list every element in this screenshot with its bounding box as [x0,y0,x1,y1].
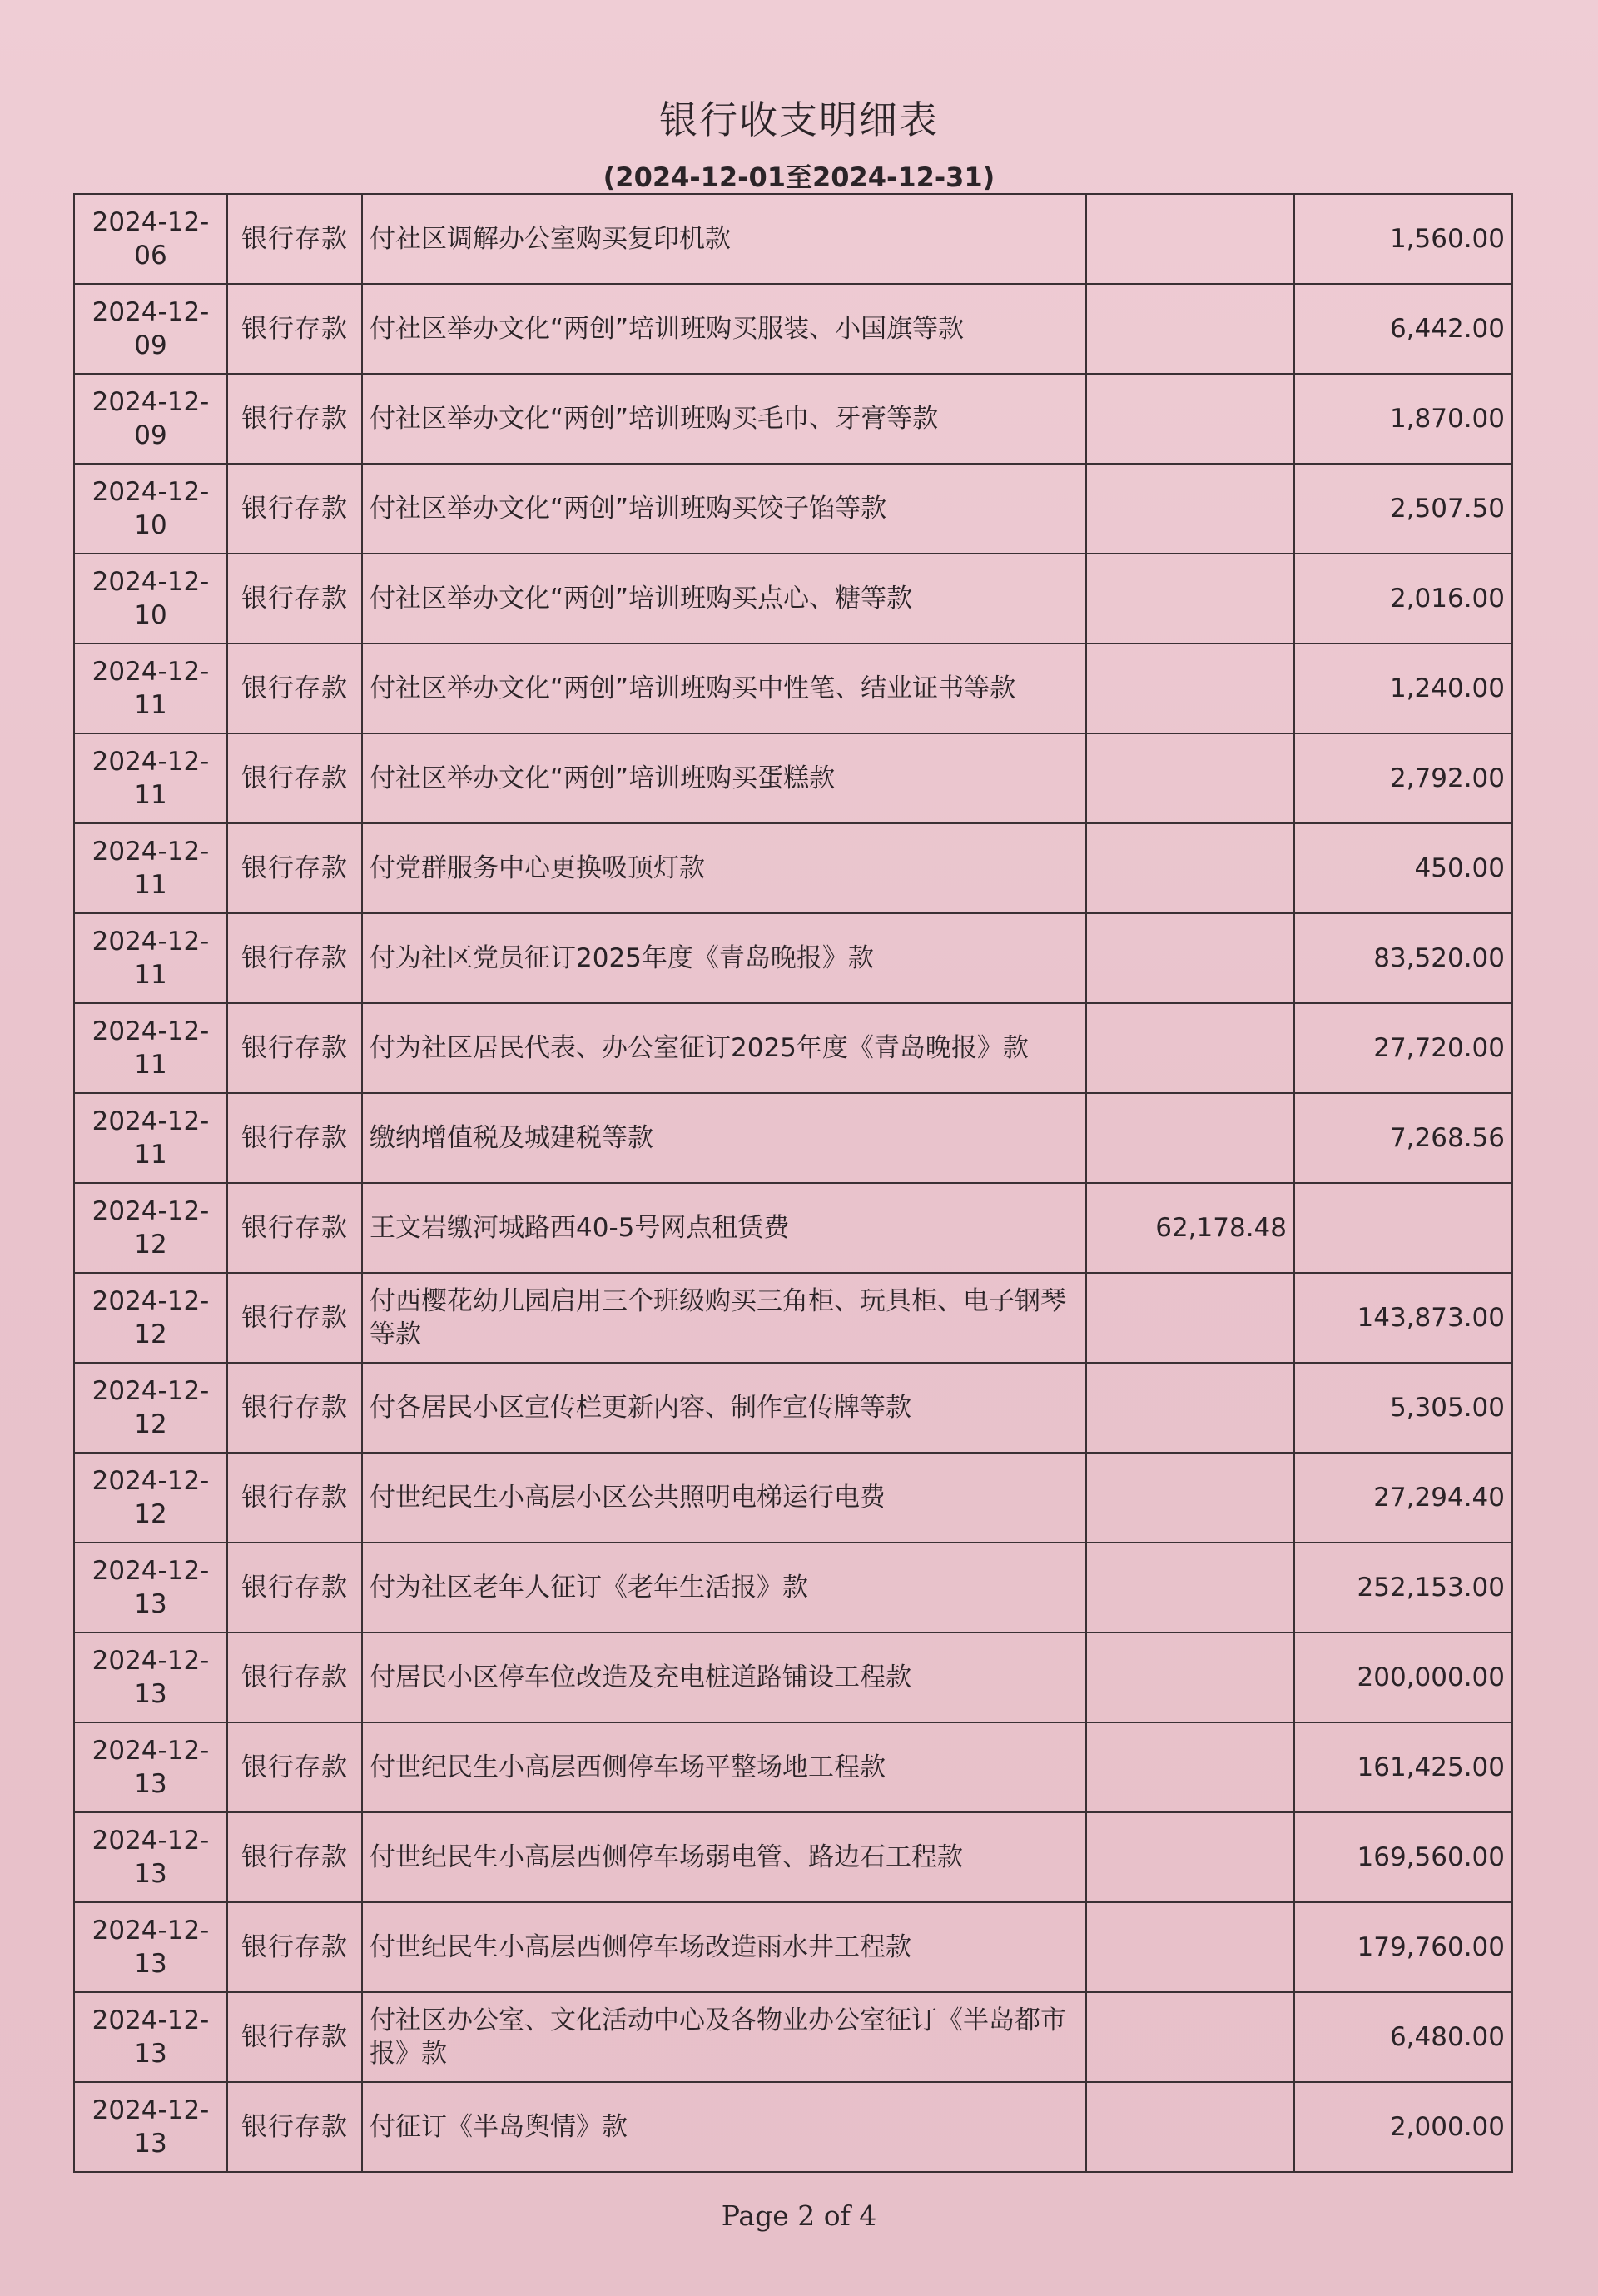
account-cell: 银行存款 [227,1722,362,1812]
income-cell [1086,194,1294,284]
account-cell: 银行存款 [227,913,362,1003]
table-row [74,1992,1512,2082]
table-row [74,464,1512,554]
date-cell: 2024-12-11 [74,913,227,1003]
expense-cell: 179,760.00 [1294,1902,1512,1992]
income-cell [1086,1543,1294,1633]
date-cell: 2024-12-11 [74,644,227,733]
account-cell: 银行存款 [227,1363,362,1453]
date-cell: 2024-12-13 [74,1992,227,2082]
description-cell: 付社区举办文化“两创”培训班购买饺子馅等款 [362,464,1086,554]
account-cell: 银行存款 [227,1812,362,1902]
description-cell: 付世纪民生小高层西侧停车场平整场地工程款 [362,1722,1086,1812]
description-cell: 付居民小区停车位改造及充电桩道路铺设工程款 [362,1633,1086,1722]
account-cell: 银行存款 [227,1543,362,1633]
account-cell: 银行存款 [227,733,362,823]
description-cell: 付世纪民生小高层西侧停车场改造雨水井工程款 [362,1902,1086,1992]
date-cell: 2024-12-11 [74,823,227,913]
expense-cell [1294,1183,1512,1273]
table-row [74,1812,1512,1902]
table-row [74,823,1512,913]
income-cell [1086,733,1294,823]
date-cell: 2024-12-12 [74,1183,227,1273]
income-cell [1086,644,1294,733]
account-cell: 银行存款 [227,194,362,284]
account-cell: 银行存款 [227,2082,362,2172]
expense-cell: 27,720.00 [1294,1003,1512,1093]
description-cell: 付社区举办文化“两创”培训班购买点心、糖等款 [362,554,1086,644]
income-cell [1086,1722,1294,1812]
income-cell [1086,1003,1294,1093]
date-cell: 2024-12-10 [74,464,227,554]
income-cell [1086,913,1294,1003]
report-period: (2024-12-01至2024-12-31) [603,162,995,193]
expense-cell: 169,560.00 [1294,1812,1512,1902]
account-cell: 银行存款 [227,284,362,374]
date-cell: 2024-12-13 [74,1902,227,1992]
income-cell [1086,1812,1294,1902]
description-cell: 付为社区老年人征订《老年生活报》款 [362,1543,1086,1633]
description-cell: 付社区举办文化“两创”培训班购买毛巾、牙膏等款 [362,374,1086,464]
description-cell: 付世纪民生小高层西侧停车场弱电管、路边石工程款 [362,1812,1086,1902]
ledger-table [73,193,1513,2173]
date-cell: 2024-12-09 [74,374,227,464]
income-cell [1086,1363,1294,1453]
date-cell: 2024-12-13 [74,2082,227,2172]
account-cell: 银行存款 [227,464,362,554]
account-cell: 银行存款 [227,1273,362,1363]
income-cell [1086,554,1294,644]
table-row [74,1273,1512,1363]
table-row [74,2082,1512,2172]
expense-cell: 143,873.00 [1294,1273,1512,1363]
income-cell [1086,1273,1294,1363]
description-cell: 付社区办公室、文化活动中心及各物业办公室征订《半岛都市报》款 [362,1992,1086,2082]
date-cell: 2024-12-10 [74,554,227,644]
description-cell: 付世纪民生小高层小区公共照明电梯运行电费 [362,1453,1086,1543]
expense-cell: 6,442.00 [1294,284,1512,374]
account-cell: 银行存款 [227,1093,362,1183]
expense-cell: 27,294.40 [1294,1453,1512,1543]
account-cell: 银行存款 [227,1003,362,1093]
expense-cell: 1,240.00 [1294,644,1512,733]
ledger-body [74,194,1512,2172]
description-cell: 王文岩缴河城路西40-5号网点租赁费 [362,1183,1086,1273]
income-cell [1086,2082,1294,2172]
expense-cell: 161,425.00 [1294,1722,1512,1812]
table-row [74,284,1512,374]
expense-cell: 7,268.56 [1294,1093,1512,1183]
table-row [74,1543,1512,1633]
income-cell [1086,823,1294,913]
expense-cell: 252,153.00 [1294,1543,1512,1633]
date-cell: 2024-12-09 [74,284,227,374]
description-cell: 付社区举办文化“两创”培训班购买中性笔、结业证书等款 [362,644,1086,733]
date-cell: 2024-12-13 [74,1543,227,1633]
expense-cell: 2,507.50 [1294,464,1512,554]
description-cell: 缴纳增值税及城建税等款 [362,1093,1086,1183]
income-cell: 62,178.48 [1086,1183,1294,1273]
date-cell: 2024-12-06 [74,194,227,284]
account-cell: 银行存款 [227,554,362,644]
table-row [74,1183,1512,1273]
date-cell: 2024-12-12 [74,1363,227,1453]
account-cell: 银行存款 [227,1633,362,1722]
description-cell: 付社区举办文化“两创”培训班购买服装、小国旗等款 [362,284,1086,374]
description-cell: 付社区调解办公室购买复印机款 [362,194,1086,284]
date-cell: 2024-12-11 [74,1093,227,1183]
date-cell: 2024-12-13 [74,1722,227,1812]
expense-cell: 5,305.00 [1294,1363,1512,1453]
table-row [74,644,1512,733]
expense-cell: 1,870.00 [1294,374,1512,464]
description-cell: 付为社区党员征订2025年度《青岛晚报》款 [362,913,1086,1003]
table-row [74,1003,1512,1093]
table-row [74,1453,1512,1543]
date-cell: 2024-12-11 [74,1003,227,1093]
expense-cell: 2,016.00 [1294,554,1512,644]
table-row [74,1093,1512,1183]
income-cell [1086,1093,1294,1183]
income-cell [1086,1453,1294,1543]
account-cell: 银行存款 [227,644,362,733]
income-cell [1086,1902,1294,1992]
date-cell: 2024-12-13 [74,1812,227,1902]
income-cell [1086,464,1294,554]
table-row [74,1902,1512,1992]
account-cell: 银行存款 [227,823,362,913]
income-cell [1086,1992,1294,2082]
account-cell: 银行存款 [227,374,362,464]
expense-cell: 2,000.00 [1294,2082,1512,2172]
table-row [74,913,1512,1003]
account-cell: 银行存款 [227,1453,362,1543]
table-row [74,374,1512,464]
page-title: 银行收支明细表 [659,97,939,142]
expense-cell: 1,560.00 [1294,194,1512,284]
description-cell: 付西樱花幼儿园启用三个班级购买三角柜、玩具柜、电子钢琴等款 [362,1273,1086,1363]
account-cell: 银行存款 [227,1902,362,1992]
description-cell: 付各居民小区宣传栏更新内容、制作宣传牌等款 [362,1363,1086,1453]
expense-cell: 6,480.00 [1294,1992,1512,2082]
income-cell [1086,284,1294,374]
description-cell: 付为社区居民代表、办公室征订2025年度《青岛晚报》款 [362,1003,1086,1093]
table-row [74,1363,1512,1453]
expense-cell: 2,792.00 [1294,733,1512,823]
table-row [74,1633,1512,1722]
income-cell [1086,1633,1294,1722]
account-cell: 银行存款 [227,1183,362,1273]
date-cell: 2024-12-12 [74,1453,227,1543]
description-cell: 付征订《半岛舆情》款 [362,2082,1086,2172]
description-cell: 付党群服务中心更换吸顶灯款 [362,823,1086,913]
table-row [74,194,1512,284]
expense-cell: 450.00 [1294,823,1512,913]
table-row [74,1722,1512,1812]
expense-cell: 83,520.00 [1294,913,1512,1003]
expense-cell: 200,000.00 [1294,1633,1512,1722]
description-cell: 付社区举办文化“两创”培训班购买蛋糕款 [362,733,1086,823]
table-row [74,733,1512,823]
date-cell: 2024-12-12 [74,1273,227,1363]
page-number: Page 2 of 4 [721,2199,877,2232]
account-cell: 银行存款 [227,1992,362,2082]
table-row [74,554,1512,644]
income-cell [1086,374,1294,464]
date-cell: 2024-12-13 [74,1633,227,1722]
date-cell: 2024-12-11 [74,733,227,823]
